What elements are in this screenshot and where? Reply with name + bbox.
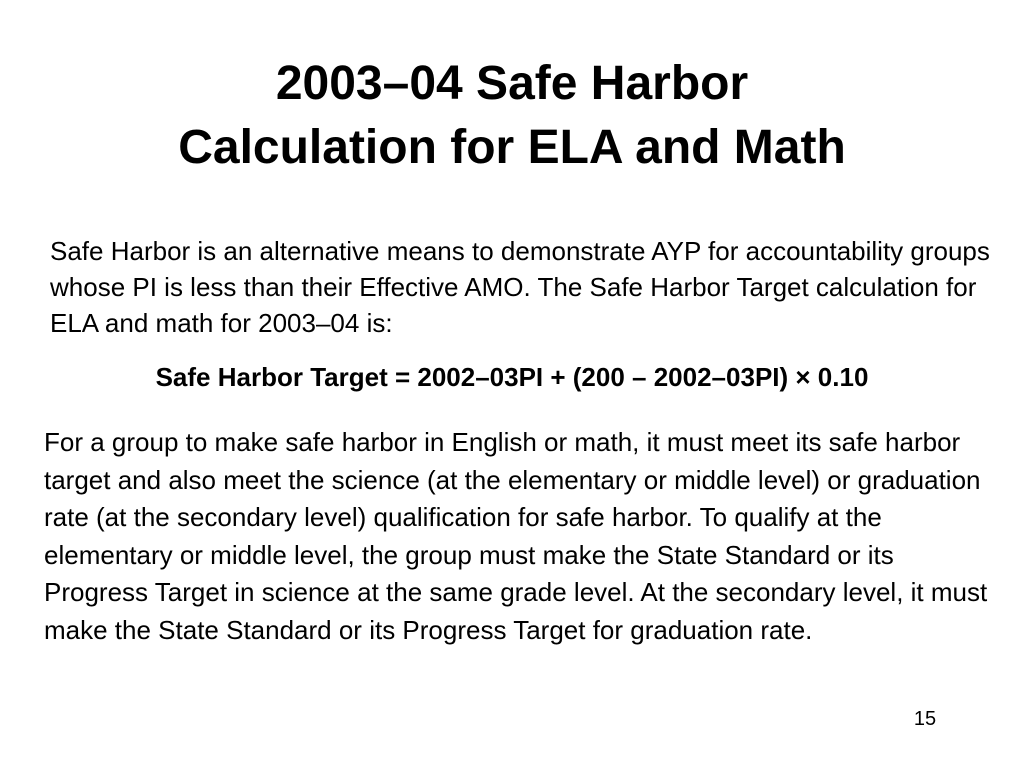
safe-harbor-formula: Safe Harbor Target = 2002–03PI + (200 – 2002–03PI) × 0.10 <box>155 362 869 392</box>
slide-title <box>0 52 1024 180</box>
slide-title-line-2: Calculation for ELA and Math <box>178 121 846 174</box>
slide-title-line-1: 2003–04 Safe Harbor <box>275 57 749 110</box>
intro-paragraph: Safe Harbor is an alternative means to demonstrate AYP for accountability groups whose PI is less than their Effective AMO. The Safe Harbor Target calculation for ELA and math for 2003–04 is: <box>50 236 990 338</box>
body-paragraph: For a group to make safe harbor in English or math, it must meet its safe harbor target and also meet the science (at the elementary or middle level) or graduation rate (at the secondary level) qualification for safe harbor. To qualify at the elementary or middle level, the group must make the State Standard or its Progress Target in science at the same grade level. At the secondary level, it must make the State Standard or its Progress Target for graduation rate. <box>44 427 988 645</box>
page-number: 15 <box>913 708 937 730</box>
